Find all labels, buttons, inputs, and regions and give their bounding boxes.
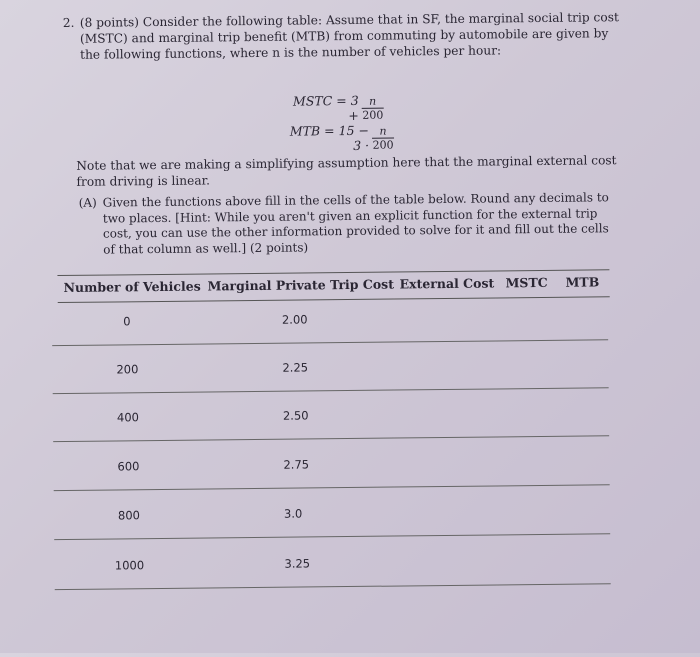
mstc-denominator: 200 — [362, 108, 384, 122]
cell-vehicles: 0 — [123, 314, 131, 329]
header-mtb: MTB — [565, 274, 600, 290]
cell-vehicles: 800 — [117, 508, 141, 523]
row-divider — [52, 339, 608, 346]
mstc-lhs: MSTC = 3 + — [292, 92, 359, 124]
cell-marginal-private-trip-cost: 3.25 — [284, 556, 311, 571]
header-mstc: MSTC — [505, 274, 548, 291]
row-divider — [54, 533, 610, 540]
cell-vehicles: 600 — [117, 459, 140, 474]
row-divider — [53, 387, 609, 394]
header-external-cost: External Cost — [399, 275, 495, 292]
mtb-numerator: n — [379, 124, 387, 138]
mtb-fraction — [372, 124, 394, 151]
mtb-lhs: MTB = 15 − 3 · — [289, 122, 370, 153]
part-a-label: (A) — [78, 195, 97, 210]
row-divider — [54, 484, 610, 491]
table-row — [52, 357, 608, 413]
cell-marginal-private-trip-cost: 2.00 — [281, 312, 308, 327]
header-marginal-private-trip-cost: Marginal Private Trip Cost — [207, 276, 395, 294]
cell-vehicles: 200 — [116, 362, 139, 377]
question-block — [63, 9, 623, 63]
cell-marginal-private-trip-cost: 2.75 — [283, 457, 310, 472]
table-row — [54, 553, 610, 609]
header-number-of-vehicles: Number of Vehicles — [63, 278, 201, 295]
mstc-formula — [281, 93, 394, 124]
table-row — [54, 503, 610, 559]
question-number: 2. — [62, 15, 75, 30]
part-a-text: Given the functions above fill in the cells of the table below. Round any decimals to two places. [Hint: While you aren't given an explicit function for the external trip cost, you can use the other information provided to solve for it and fill out the cells of that column as well.] (2 points) — [102, 190, 609, 257]
cell-vehicles: 1000 — [114, 558, 145, 573]
table-row — [53, 454, 609, 510]
cell-marginal-private-trip-cost: 3.0 — [283, 506, 303, 521]
mtb-formula — [281, 123, 394, 154]
part-a — [79, 190, 620, 258]
cell-vehicles: 400 — [116, 410, 139, 425]
cell-marginal-private-trip-cost: 2.50 — [282, 408, 309, 423]
mtb-denominator: 200 — [372, 138, 394, 152]
linearity-note: Note that we are making a simplifying assumption here that the marginal external cost from driving is linear. — [76, 153, 617, 189]
row-divider — [53, 435, 609, 442]
cell-marginal-private-trip-cost: 2.25 — [282, 360, 309, 375]
table-header — [57, 269, 609, 303]
table-row — [53, 405, 609, 461]
mstc-numerator: n — [369, 94, 377, 108]
formula-block — [281, 93, 395, 154]
question-text: (8 points) Consider the following table: Assume that in SF, the marginal social trip cost (MSTC) and marginal trip benefit (MTB) from commuting by automobile are given by the following functions, where n is the number of vehicles per hour: — [79, 10, 619, 62]
mstc-fraction — [362, 94, 384, 121]
table-row — [52, 309, 608, 365]
row-divider — [55, 583, 611, 590]
